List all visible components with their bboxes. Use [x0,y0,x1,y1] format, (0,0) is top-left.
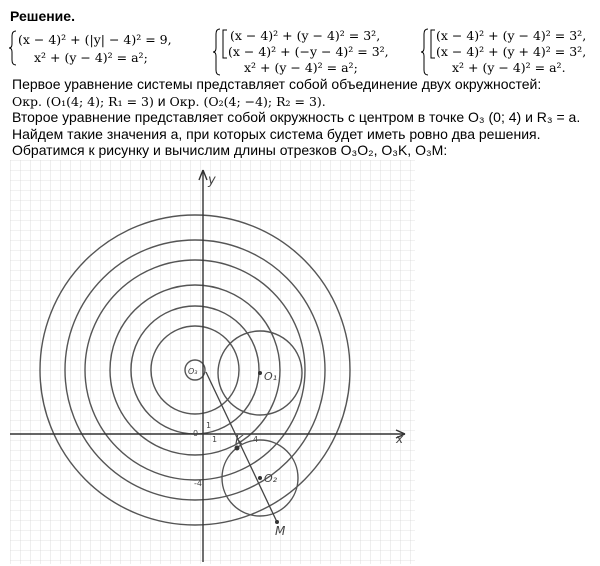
system-3-eq3: x² + (y − 4)² = a². [452,60,566,75]
system-3-eq1: (x − 4)² + (y − 4)² = 3², [436,28,587,43]
label-o3: O₃ [188,367,198,376]
point-o1 [258,371,262,375]
tick-four-x: 4 [253,435,259,444]
system-1-eq2: x² + (y − 4)² = a²; [34,50,148,65]
system-3 [420,26,600,78]
text-line-4: Найдем такие значения a, при которых система будет иметь ровно два решения. [12,126,541,142]
conjunction: и [153,93,170,109]
system-2-eq2: (x − 4)² + (−y − 4)² = 3², [228,44,389,59]
tick-one-x: 1 [212,435,218,444]
label-o2: O₂ [264,472,278,485]
origin-label: 0 [193,429,199,438]
label-m: M [275,524,286,538]
text-line-2 [12,93,326,110]
axis-y-label: y [208,173,216,188]
tick-one-y: 1 [206,421,212,430]
axis-x-label: x [396,432,404,446]
text-line-3: Второе уравнение представляет собой окружность с центром в точке O₃ (0; 4) и R₃ = a. [12,109,581,125]
graph-figure [10,160,415,564]
system-2-eq1: (x − 4)² + (y − 4)² = 3², [230,28,381,43]
system-1-eq1: (x − 4)² + (|y| − 4)² = 9, [18,32,172,47]
system-2 [212,26,417,78]
circle-2-definition: Окр. (O₂(4; −4); R₂ = 3). [169,94,326,109]
point-o2 [258,476,262,480]
system-1 [8,28,203,72]
left-brace-icon [8,30,18,66]
tick-minus-four: -4 [194,479,202,488]
grid-paper [10,160,415,564]
left-brace-icon [212,28,222,76]
text-line-1: Первое уравнение системы представляет собой объединение двух окружностей: [12,76,542,92]
label-o1: O₁ [264,370,278,383]
system-3-eq2: (x − 4)² + (y + 4)² = 3², [436,44,587,59]
circle-1-definition: Окр. (O₁(4; 4); R₁ = 3) [12,94,154,109]
heading: Решение. [10,8,75,24]
left-brace-icon [420,28,430,76]
system-2-eq3: x² + (y − 4)² = a²; [244,60,358,75]
text-line-5: Обратимся к рисунку и вычислим длины отрезков O₃O₂, O₃K, O₃M: [12,142,448,158]
label-k: K [235,433,243,447]
